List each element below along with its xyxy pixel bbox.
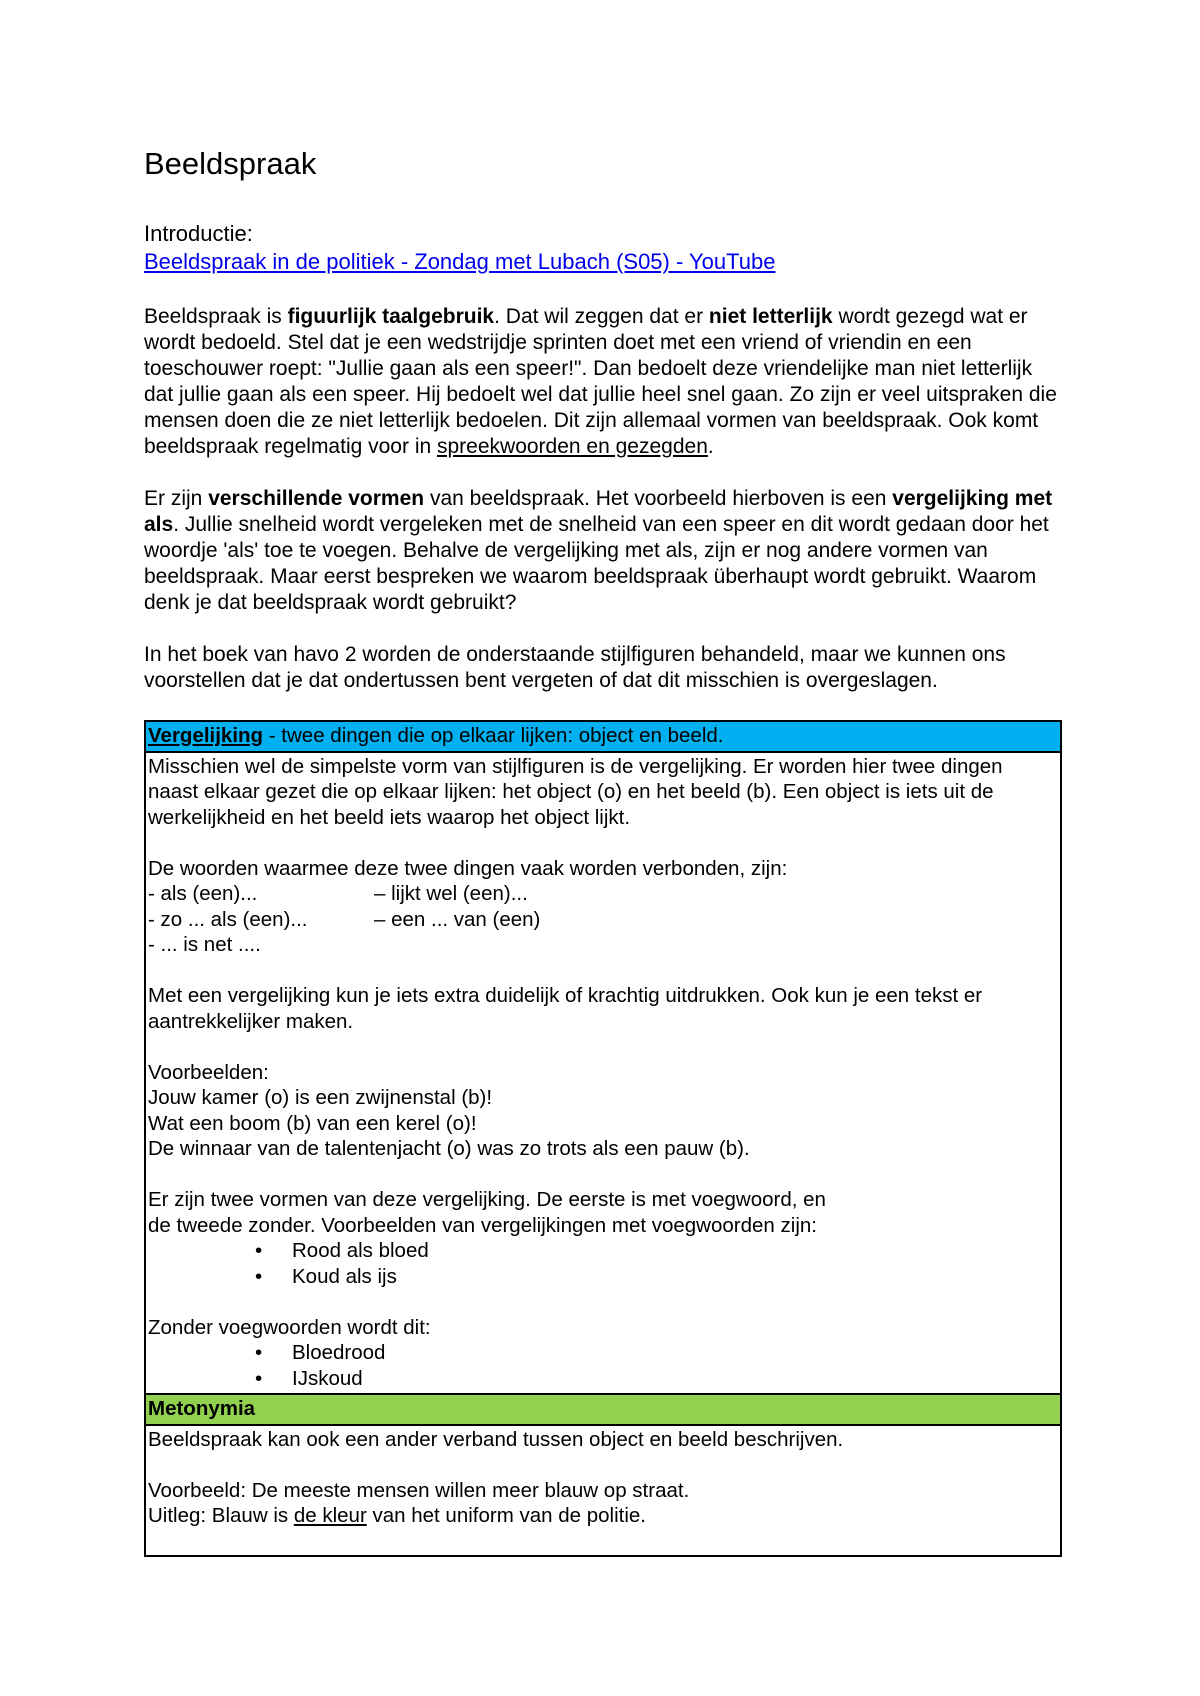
stijlfiguren-table	[144, 720, 1062, 1557]
bold-term: niet letterlijk	[708, 305, 833, 328]
with-conjunction-list	[148, 1238, 1058, 1289]
text: .	[707, 435, 714, 458]
connecting-word: - ... is net ....	[148, 933, 261, 956]
connecting-words-row	[148, 932, 1058, 958]
vergelijking-subtitle: - twee dingen die op elkaar lijken: object en beeld.	[263, 724, 724, 747]
bold-term: vergelijking met als	[144, 487, 1053, 536]
metonymia-title: Metonymia	[148, 1397, 256, 1420]
without-conjunction-label: Zonder voegwoorden wordt dit:	[148, 1315, 431, 1339]
examples-label: Voorbeelden:	[148, 1060, 269, 1084]
vergelijking-title: Vergelijking	[148, 724, 264, 747]
two-forms-text: de tweede zonder. Voorbeelden van vergelijkingen met voegwoorden zijn:	[148, 1213, 817, 1237]
two-forms-text: Er zijn twee vormen van deze vergelijking. De eerste is met voegwoord, en	[148, 1188, 826, 1211]
connecting-word: - als (een)...	[148, 882, 258, 905]
connecting-word: - zo ... als (een)...	[148, 907, 308, 931]
connecting-words-row	[148, 881, 1058, 907]
text: Er zijn	[144, 487, 209, 510]
metonymia-explanation	[148, 1503, 1058, 1529]
example-line: Wat een boom (b) van een kerel (o)!	[148, 1111, 477, 1135]
list-item: • Bloedrood	[292, 1340, 1058, 1366]
vergelijking-header	[145, 721, 1061, 752]
list-item: • Rood als bloed	[292, 1238, 1058, 1264]
text: van het uniform van de politie.	[366, 1504, 646, 1527]
paragraph-book: In het boek van havo 2 worden de onderstaande stijlfiguren behandeld, maar we kunnen ons voorstellen dat je dat ondertussen bent vergeten of dat dit misschien is overgeslagen.	[144, 643, 1006, 692]
connecting-words-label: De woorden waarmee deze twee dingen vaak worden verbonden, zijn:	[148, 856, 788, 880]
vergelijking-body	[145, 752, 1061, 1395]
text: Uitleg: Blauw is	[148, 1504, 294, 1527]
underlined-term: de kleur	[293, 1504, 367, 1527]
text: van beeldspraak. Het voorbeeld hierboven is een	[424, 487, 893, 510]
text: . Jullie snelheid wordt vergeleken met de snelheid van een speer en dit wordt gedaan door het woordje 'als' toe te voegen. Behalve de vergelijking met als, zijn er nog andere vormen van beeldspraak. Maar eerst bespreken we waarom beeldspraak überhaupt wordt gebruikt. Waarom denk je dat beeldspraak wordt gebruikt?	[144, 513, 1049, 614]
connecting-word: – lijkt wel (een)...	[374, 882, 528, 905]
page-title: Beeldspraak	[144, 146, 317, 181]
example-line: De winnaar van de talentenjacht (o) was zo trots als een pauw (b).	[148, 1137, 750, 1160]
text: wordt gezegd wat er wordt bedoeld. Stel dat je een wedstrijdje sprinten doet met een vriend of vriendin en een toeschouwer roept: "Jullie gaan als een speer!". Dan bedoelt deze vriendelijke man niet letterlijk dat jullie gaan als een speer. Hij bedoelt wel dat jullie heel snel gaan. Zo zijn er veel uitspraken die mensen doen die ze niet letterlijk bedoelen. Dit zijn allemaal vormen van beeldspraak. Ook komt beeldspraak regelmatig voor in	[144, 305, 1057, 458]
paragraph-definition	[144, 304, 1064, 460]
vergelijking-purpose: Met een vergelijking kun je iets extra duidelijk of krachtig uitdrukken. Ook kun je een tekst er aantrekkelijker maken.	[148, 984, 983, 1033]
text: . Dat wil zeggen dat er	[494, 305, 709, 328]
list-item: • IJskoud	[292, 1366, 1058, 1392]
intro-label: Introductie:	[144, 221, 253, 246]
metonymia-header	[145, 1394, 1061, 1425]
list-item: • Koud als ijs	[292, 1264, 1058, 1290]
metonymia-intro: Beeldspraak kan ook een ander verband tussen object en beeld beschrijven.	[148, 1427, 844, 1451]
text: Beeldspraak is	[144, 305, 288, 328]
metonymia-example: Voorbeeld: De meeste mensen willen meer blauw op straat.	[148, 1478, 690, 1502]
bold-term: verschillende vormen	[208, 487, 425, 510]
example-line: Jouw kamer (o) is een zwijnenstal (b)!	[148, 1086, 493, 1109]
metonymia-body	[145, 1425, 1061, 1556]
underlined-term: spreekwoorden en gezegden	[437, 435, 708, 458]
without-conjunction-list	[148, 1340, 1058, 1391]
bold-term: figuurlijk taalgebruik	[287, 305, 495, 328]
vergelijking-intro: Misschien wel de simpelste vorm van stijlfiguren is de vergelijking. Er worden hier twee dingen naast elkaar gezet die op elkaar lijken: het object (o) en het beeld (b). Een object is iets uit de werkelijkheid en het beeld iets waarop het object lijkt.	[148, 754, 1003, 829]
youtube-link[interactable]: Beeldspraak in de politiek - Zondag met Lubach (S05) - YouTube	[144, 249, 776, 274]
paragraph-forms	[144, 486, 1064, 616]
connecting-word: – een ... van (een)	[374, 907, 541, 931]
document-content	[144, 144, 1064, 1557]
connecting-words-row	[148, 907, 1058, 933]
